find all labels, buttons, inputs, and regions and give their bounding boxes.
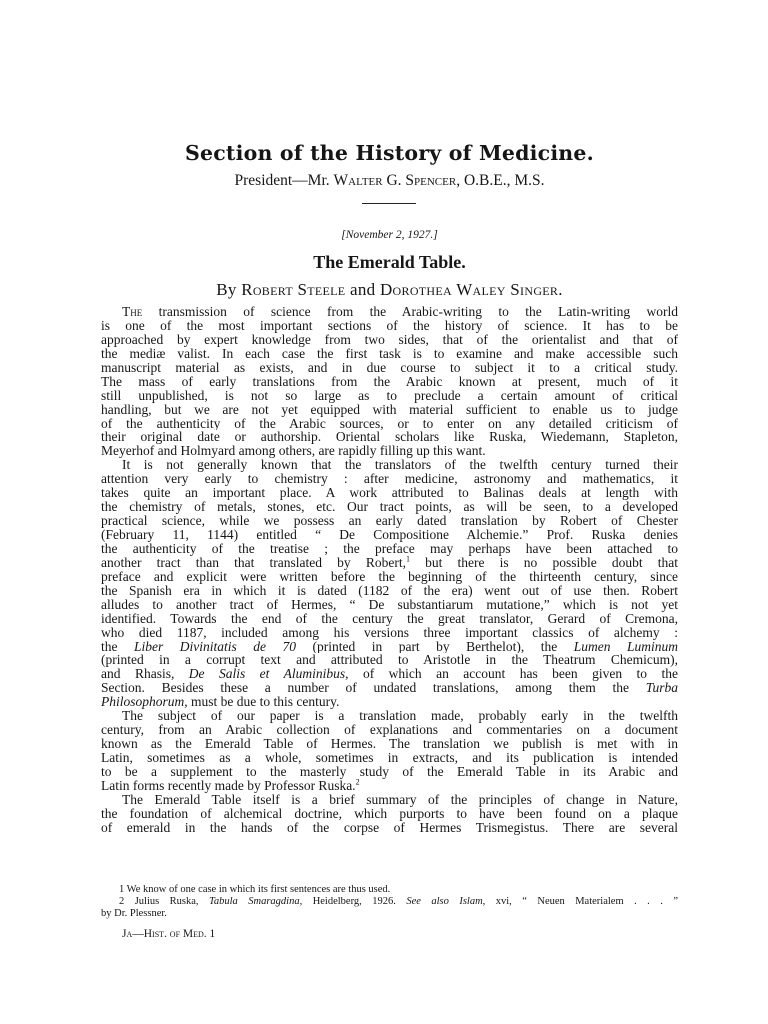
text-line: the foundation of alchemical doctrine, which purports to have been found on a plaque xyxy=(101,806,678,821)
text-line: still unpublished, is not so large as to preclude a certain amount of critical xyxy=(101,388,678,403)
president-prefix: President—Mr. xyxy=(234,172,334,189)
footnote-ref: 1 xyxy=(405,555,410,564)
text-line: preface and explicit were written before the beginning of the thirteenth century, since xyxy=(101,569,678,584)
text-line: of emerald in the hands of the corpse of Hermes Trismegistus. There are several xyxy=(101,820,678,835)
text-line: of the authenticity of the Arabic sources, or to enter on any detailed criticism of xyxy=(101,416,678,431)
text-line: the mediæ valist. In each case the first task is to examine and make accessible such xyxy=(101,346,678,361)
text-line: the Spanish era in which it is dated (1182 of the era) went out of use then. Robert xyxy=(101,583,678,598)
text-line: practical science, while we possess an early dated translation by Robert of Chester xyxy=(101,514,678,528)
author-2: Dorothea Waley Singer xyxy=(379,280,559,299)
text-line: The mass of early translations from the Arabic known at present, much of it xyxy=(101,374,678,389)
text-line: another tract than that translated by Robert,$^1$ but there is no possible doubt that xyxy=(101,555,678,570)
text-line: the chemistry of metals, stones, etc. Our tract points, as will be seen, to a developed xyxy=(101,500,678,515)
text-line: manuscript material as exists, and in due course to subject it to a critical study. xyxy=(101,360,678,375)
article-title: The Emerald Table. xyxy=(313,252,466,272)
signature-mark: Ja—Hist. of Med. 1 xyxy=(122,928,216,940)
text-line: alludes to another tract of Hermes, “ De substantiarum mutatione,” which is not yet xyxy=(101,597,678,612)
text-line: and Rhasis, De Salis et Aluminibus, of which an account has been given to the xyxy=(101,667,678,682)
footnote-2-continued: by Dr. Plessner. xyxy=(101,908,167,919)
footnote-1: 1 We know of one case in which its first sentences are thus used. xyxy=(119,884,391,895)
text-line: known as the Emerald Table of Hermes. The translation we publish is met with in xyxy=(101,737,678,751)
president-suffix: , O.B.E., M.S. xyxy=(456,172,545,189)
text-line: Philosophorum, must be due to this century. xyxy=(101,695,340,710)
text-line: Meyerhof and Holmyard among others, are rapidly filling up this want. xyxy=(101,444,486,459)
text-line: (printed in a corrupt text and attributed to Aristotle in the Theatrum Chemicum), xyxy=(101,653,678,668)
byline: By Robert Steele and Dorothea Waley Singer. xyxy=(216,280,563,299)
text-line: is one of the most important sections of the history of science. It has to be xyxy=(101,318,678,333)
text-line: The Emerald Table itself is a brief summary of the principles of change in Nature, xyxy=(122,792,678,807)
text-line: It is not generally known that the translators of the twelfth century turned their xyxy=(122,458,678,473)
text-line: their original date or authorship. Oriental scholars like Ruska, Wiedemann, Stapleton, xyxy=(101,430,678,445)
footnote-ref: 2 xyxy=(355,778,360,787)
text-line: the Liber Divinitatis de 70 (printed in part by Berthelot), the Lumen Luminum xyxy=(101,639,678,654)
meeting-date: [November 2, 1927.] xyxy=(341,229,438,241)
text-line: The subject of our paper is a translation made, probably early in the twelfth xyxy=(122,709,678,724)
text-line: Latin, sometimes as a whole, sometimes in extracts, and its publication is intended xyxy=(101,751,678,765)
footnotes xyxy=(101,884,678,920)
text-line: to be a supplement to the masterly study of the Emerald Table in its Arabic and xyxy=(101,764,678,779)
author-1: Robert Steele xyxy=(241,280,346,299)
text-line: The transmission of science from the Arabic-writing to the Latin-writing world xyxy=(122,305,678,319)
text-line: Section. Besides these a number of undated translations, among them the Turba xyxy=(101,681,678,696)
text-line: century, from an Arabic collection of explanations and commentaries on a document xyxy=(101,723,678,738)
text-line: Latin forms recently made by Professor Ruska.$^2$ xyxy=(101,778,360,793)
president-name: Walter G. Spencer xyxy=(333,172,457,189)
byline-and: and xyxy=(345,280,380,299)
text-line: who died 1187, included among his versions three important classics of alchemy : xyxy=(101,625,678,640)
text-line: takes quite an important place. A work attributed to Balinas deals at length with xyxy=(101,486,678,501)
section-title: Section of the History of Medicine. xyxy=(184,141,594,165)
footnote-2: 2 Julius Ruska, Tabula Smaragdina, Heidelberg, 1926. See also Islam, xvi, “ Neuen Materialem . . . ” xyxy=(119,896,678,907)
article-body xyxy=(101,305,678,835)
text-line: approached by expert knowledge from two sides, that of the orientalist and that of xyxy=(101,332,678,347)
text-line: identified. Towards the end of the century the great translator, Gerard of Cremona, xyxy=(101,611,678,626)
text-line: (February 11, 1144) entitled “ De Compositione Alchemie.” Prof. Ruska denies xyxy=(101,528,678,542)
text-line: attention very early to chemistry : after medicine, astronomy and mathematics, it xyxy=(101,472,678,487)
byline-prefix: By xyxy=(216,280,242,299)
text-line: the authenticity of the treatise ; the preface may perhaps have been attached to xyxy=(101,541,678,556)
document-page xyxy=(101,0,678,1024)
president-line xyxy=(101,172,678,190)
text-line: handling, but we are not yet equipped with material sufficient to enable us to judge xyxy=(101,402,678,417)
divider-rule xyxy=(362,203,416,204)
